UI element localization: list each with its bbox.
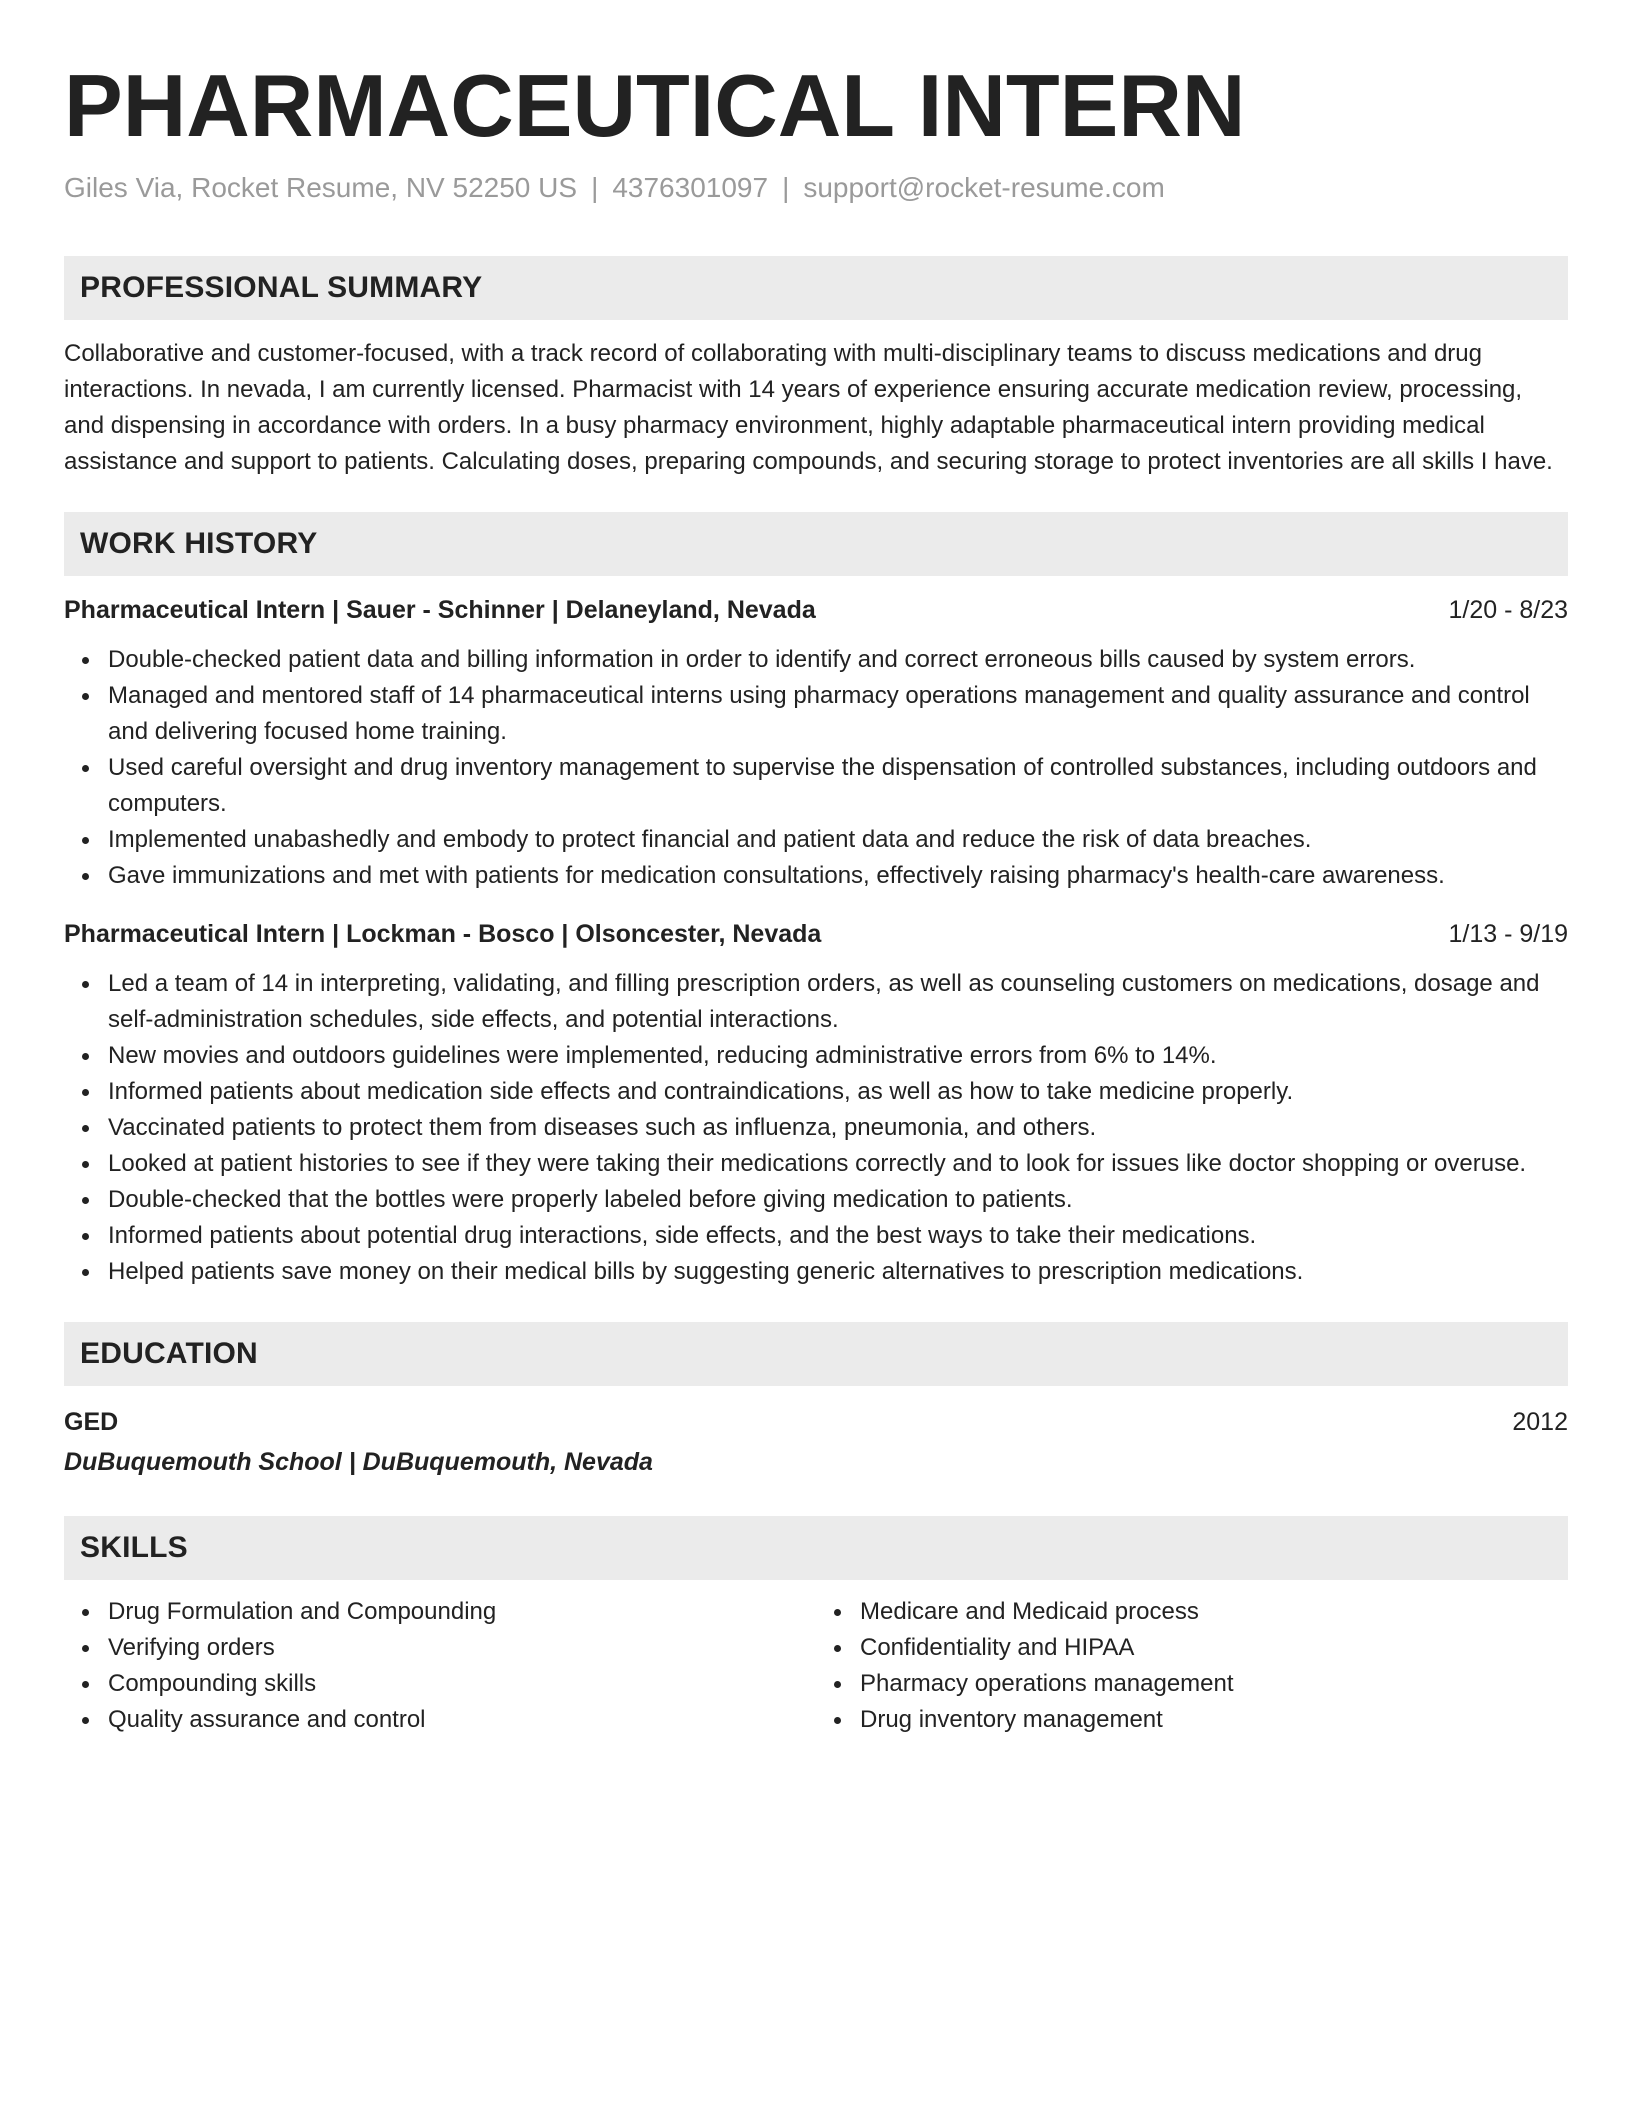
work-history-section-header: WORK HISTORY: [64, 512, 1568, 576]
skills-column-left: [64, 1594, 816, 1738]
contact-phone: 4376301097: [612, 172, 769, 203]
job-header: [64, 592, 1568, 628]
job-dates: 1/13 - 9/19: [1448, 920, 1568, 948]
job-bullet: Helped patients save money on their medical bills by suggesting generic alternatives to prescription medications.: [108, 1254, 1568, 1290]
job-bullet: Used careful oversight and drug inventory management to supervise the dispensation of controlled substances, including outdoors and computers.: [108, 750, 1568, 822]
education-school: DuBuquemouth School | DuBuquemouth, Nevada: [64, 1448, 653, 1476]
job-bullets: [64, 642, 1568, 894]
job-entry: [64, 592, 1568, 894]
summary-section-header: PROFESSIONAL SUMMARY: [64, 256, 1568, 320]
contact-line: [64, 170, 1568, 206]
job-bullets: [64, 966, 1568, 1290]
contact-address: Giles Via, Rocket Resume, NV 52250 US: [64, 172, 578, 203]
education-degree: GED: [64, 1408, 119, 1436]
skill-item: Confidentiality and HIPAA: [860, 1630, 1568, 1666]
job-title: Pharmaceutical Intern | Lockman - Bosco | Olsoncester, Nevada: [64, 920, 822, 948]
job-bullet: Managed and mentored staff of 14 pharmaceutical interns using pharmacy operations management and quality assurance and control and delivering focused home training.: [108, 678, 1568, 750]
skills-list: [816, 1594, 1568, 1738]
resume-name: PHARMACEUTICAL INTERN: [64, 56, 1246, 155]
job-title: Pharmaceutical Intern | Sauer - Schinner | Delaneyland, Nevada: [64, 596, 816, 624]
education-header: [64, 1404, 1568, 1440]
job-bullet: Looked at patient histories to see if they were taking their medications correctly and to look for issues like doctor shopping or overuse.: [108, 1146, 1568, 1182]
job-bullet: Vaccinated patients to protect them from diseases such as influenza, pneumonia, and others.: [108, 1110, 1568, 1146]
contact-separator: |: [591, 172, 599, 203]
education-year: 2012: [1512, 1408, 1568, 1436]
skill-item: Verifying orders: [108, 1630, 816, 1666]
job-bullet: Informed patients about potential drug interactions, side effects, and the best ways to take their medications.: [108, 1218, 1568, 1254]
job-bullet: New movies and outdoors guidelines were implemented, reducing administrative errors from 6% to 14%.: [108, 1038, 1568, 1074]
education-section-header: EDUCATION: [64, 1322, 1568, 1386]
job-bullet: Informed patients about medication side effects and contraindications, as well as how to take medicine properly.: [108, 1074, 1568, 1110]
skill-item: Compounding skills: [108, 1666, 816, 1702]
job-header: [64, 916, 1568, 952]
job-bullet: Gave immunizations and met with patients for medication consultations, effectively raising pharmacy's health-care awareness.: [108, 858, 1568, 894]
skills-column-right: [816, 1594, 1568, 1738]
job-dates: 1/20 - 8/23: [1448, 596, 1568, 624]
job-bullet: Led a team of 14 in interpreting, validating, and filling prescription orders, as well as counseling customers on medications, dosage and self-administration schedules, side effects, and potential interactions.: [108, 966, 1568, 1038]
job-bullet: Double-checked patient data and billing information in order to identify and correct erroneous bills caused by system errors.: [108, 642, 1568, 678]
contact-email: support@rocket-resume.com: [803, 172, 1165, 203]
skill-item: Pharmacy operations management: [860, 1666, 1568, 1702]
skills-section-header: SKILLS: [64, 1516, 1568, 1580]
skills-list: [64, 1594, 816, 1738]
skill-item: Drug inventory management: [860, 1702, 1568, 1738]
skills-grid: [64, 1594, 1568, 1738]
job-entry: [64, 916, 1568, 1290]
skill-item: Medicare and Medicaid process: [860, 1594, 1568, 1630]
summary-text: Collaborative and customer-focused, with a track record of collaborating with multi-disciplinary teams to discuss medications and drug interactions. In nevada, I am currently licensed. Pharmacist with 14 years of experience ensuring accurate medication review, processing, and dispensing in accordance with orders. In a busy pharmacy environment, highly adaptable pharmaceutical intern providing medical assistance and support to patients. Calculating doses, preparing compounds, and securing storage to protect inventories are all skills I have.: [64, 340, 1553, 475]
skill-item: Quality assurance and control: [108, 1702, 816, 1738]
skill-item: Drug Formulation and Compounding: [108, 1594, 816, 1630]
job-bullet: Implemented unabashedly and embody to protect financial and patient data and reduce the risk of data breaches.: [108, 822, 1568, 858]
contact-separator: |: [782, 172, 790, 203]
job-bullet: Double-checked that the bottles were properly labeled before giving medication to patients.: [108, 1182, 1568, 1218]
